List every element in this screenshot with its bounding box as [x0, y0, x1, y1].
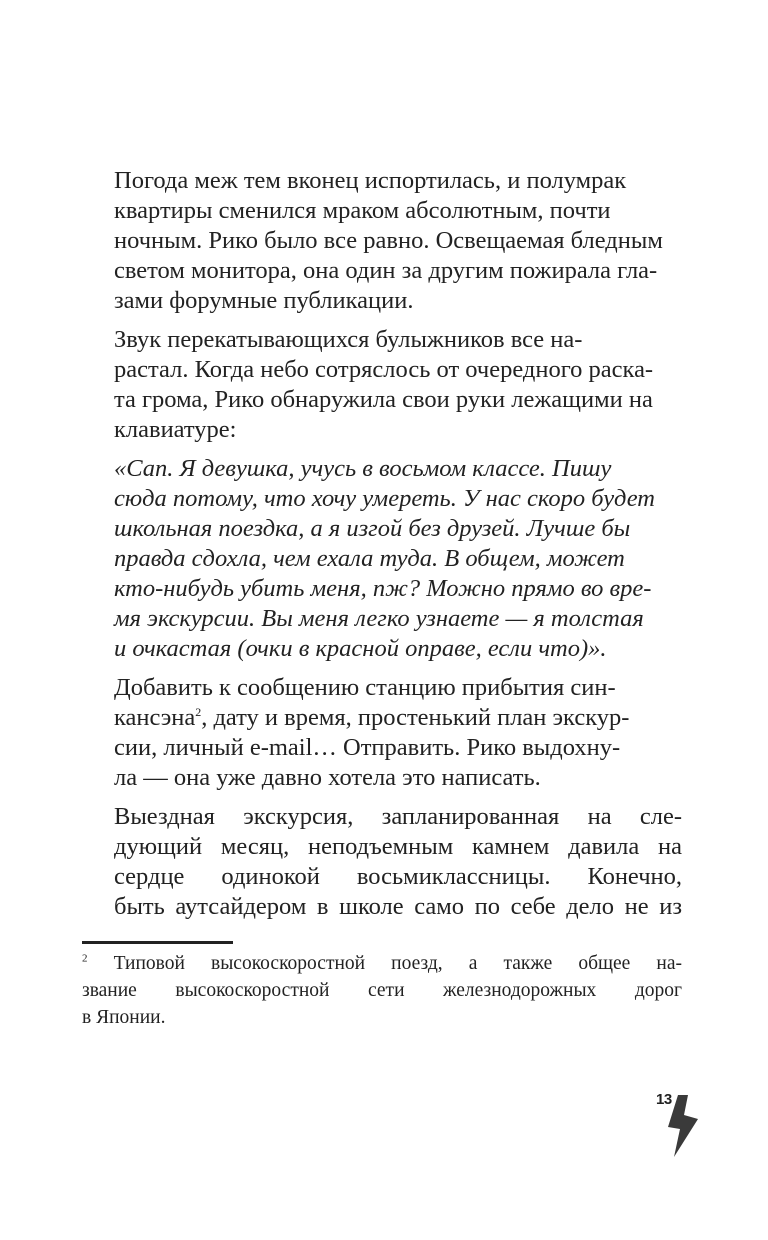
paragraph-2: [82, 325, 682, 445]
text-line: клавиатуре:: [114, 416, 237, 443]
text-line: растал. Когда небо сотряслось от очередного раска-: [114, 356, 654, 383]
text-line: Звук перекатывающихся булыжников все на-: [114, 326, 583, 353]
footnote-line: звание высокоскоростной сети железнодорожных дорог: [82, 980, 682, 1001]
text-line: школьная поездка, а я изгой без друзей. Лучше бы: [114, 515, 631, 542]
footnote-reference: 2: [195, 704, 202, 719]
text-line: быть аутсайдером в школе само по себе дело не из: [114, 893, 682, 920]
text-line: сердце одинокой восьмиклассницы. Конечно,: [114, 863, 682, 890]
text-line: сии, личный e-mail… Отправить. Рико выдохну-: [114, 734, 621, 761]
text-line: [82, 703, 682, 733]
text-segment: кансэна: [114, 704, 196, 731]
footnote-line: [82, 950, 682, 977]
text-segment: , дату и время, простенький план экскур-: [201, 704, 630, 731]
page-number: 13: [656, 1091, 672, 1108]
text-line: зами форумные публикации.: [114, 287, 414, 314]
footnote-line: в Японии.: [82, 1007, 166, 1028]
text-line: квартиры сменился мраком абсолютным, почти: [114, 197, 611, 224]
paragraph-5: [82, 802, 682, 922]
text-line: «Сап. Я девушка, учусь в восьмом классе. Пишу: [114, 455, 612, 482]
text-line: Выездная экскурсия, запланированная на сле-: [114, 803, 682, 830]
text-line: сюда потому, что хочу умереть. У нас скоро будет: [114, 485, 655, 512]
paragraph-1: [82, 166, 682, 316]
footnote: [82, 950, 682, 1031]
footnote-number: 2: [82, 952, 88, 965]
text-line: ла — она уже давно хотела это написать.: [114, 764, 541, 791]
page-body: [82, 166, 682, 931]
text-line: правда сдохла, чем ехала туда. В общем, может: [114, 545, 625, 572]
paragraph-4: [82, 673, 682, 793]
text-line: дующий месяц, неподъемным камнем давила на: [114, 833, 682, 860]
text-line: Погода меж тем вконец испортилась, и полумрак: [114, 167, 627, 194]
text-line: светом монитора, она один за другим пожирала гла-: [114, 257, 658, 284]
text-line: кто-нибудь убить меня, пж? Можно прямо во вре-: [114, 575, 652, 602]
text-line: та грома, Рико обнаружила свои руки лежащими на: [114, 386, 653, 413]
text-line: Добавить к сообщению станцию прибытия син-: [114, 674, 616, 701]
text-line: и очкастая (очки в красной оправе, если что)».: [114, 635, 607, 662]
text-line: мя экскурсии. Вы меня легко узнаете — я толстая: [114, 605, 644, 632]
footnote-divider: [82, 941, 233, 944]
text-line: ночным. Рико было все равно. Освещаемая бледным: [114, 227, 663, 254]
page-marker: [650, 1085, 710, 1165]
quoted-message: [82, 454, 682, 664]
text-segment: Типовой высокоскоростной поезд, а также общее на-: [113, 953, 683, 974]
